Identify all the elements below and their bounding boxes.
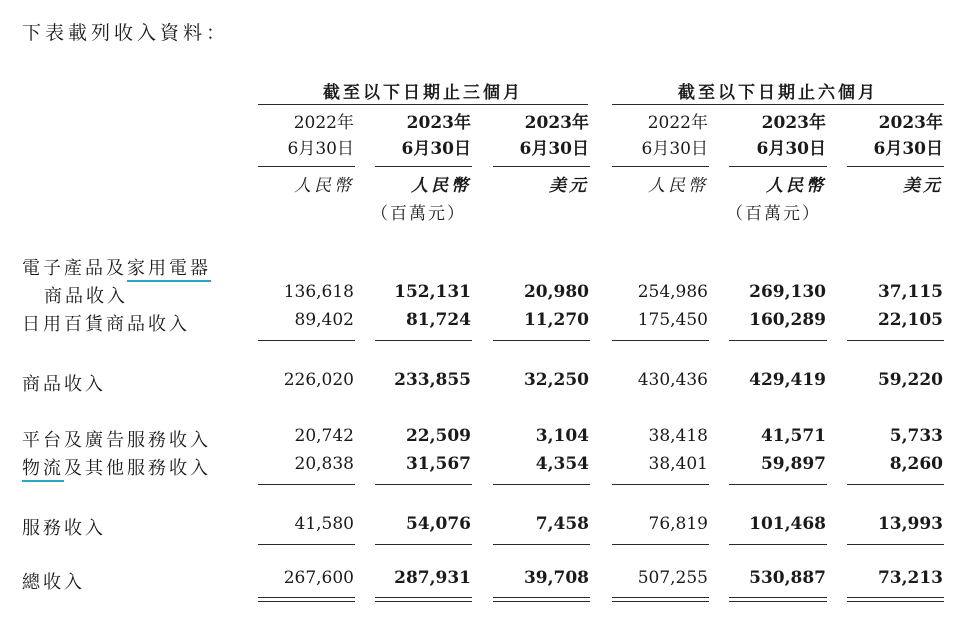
col-header-rule: [375, 166, 472, 167]
cell-logistics: 38,401: [648, 454, 708, 474]
col-header-rule: [847, 166, 944, 167]
cell-general-merch: 175,450: [637, 310, 708, 330]
subtotal-rule: [847, 484, 944, 485]
cell-service-revenue: 101,468: [749, 514, 826, 534]
col-header-rule: [612, 166, 709, 167]
subtotal-rule: [375, 484, 472, 485]
col-header-rule: [493, 166, 590, 167]
col-header-unit: 人民幣: [648, 176, 708, 196]
subtotal-rule: [493, 340, 590, 341]
cell-product-revenue: 233,855: [394, 370, 471, 390]
intro-text: 下表載列收入資料：: [22, 22, 230, 44]
cell-general-merch: 11,270: [523, 310, 589, 330]
cell-electronics: 152,131: [394, 282, 471, 302]
subtotal-rule: [729, 340, 827, 341]
total-double-rule: [729, 597, 827, 602]
cell-logistics: 4,354: [535, 454, 589, 474]
cell-electronics: 37,115: [877, 282, 943, 302]
row-label-electronics: 電子產品及家用電器: [22, 254, 211, 280]
subtotal-rule: [258, 340, 355, 341]
cell-total-revenue: 507,255: [637, 568, 708, 588]
col-header-date: 6月30日: [519, 139, 589, 159]
row-label-electronics-line2: 商品收入: [44, 286, 128, 307]
link-logistics[interactable]: 物流: [22, 458, 64, 482]
cell-logistics: 31,567: [405, 454, 471, 474]
subtotal-rule: [847, 544, 944, 545]
subtotal-rule: [493, 544, 590, 545]
link-home-appliances[interactable]: 家用電器: [127, 258, 211, 282]
cell-product-revenue: 32,250: [523, 370, 589, 390]
col-header-unit: 美元: [549, 176, 589, 196]
cell-service-revenue: 76,819: [648, 514, 708, 534]
cell-platform-ads: 5,733: [889, 426, 943, 446]
cell-total-revenue: 267,600: [283, 568, 354, 588]
cell-electronics: 254,986: [637, 282, 708, 302]
cell-logistics: 20,838: [294, 454, 354, 474]
col-header-date: 6月30日: [756, 139, 826, 159]
total-double-rule: [258, 597, 355, 602]
group-rule-three-months: [258, 104, 588, 105]
cell-service-revenue: 7,458: [535, 514, 589, 534]
subtotal-rule: [612, 484, 709, 485]
row-label-logistics: 物流及其他服務收入: [22, 454, 211, 480]
subtotal-rule: [258, 544, 355, 545]
cell-service-revenue: 13,993: [877, 514, 943, 534]
subtotal-rule: [258, 484, 355, 485]
total-double-rule: [375, 597, 472, 602]
cell-product-revenue: 226,020: [283, 370, 354, 390]
col-header-date: 6月30日: [873, 139, 943, 159]
total-double-rule: [493, 597, 590, 602]
group-header-three-months: 截至以下日期止三個月: [323, 83, 523, 103]
cell-service-revenue: 41,580: [294, 514, 354, 534]
row-label-service-revenue: 服務收入: [22, 518, 106, 539]
total-double-rule: [847, 597, 944, 602]
subtotal-rule: [375, 340, 472, 341]
col-header-year: 2023年: [878, 113, 943, 133]
subtotal-rule: [729, 544, 827, 545]
col-header-year: 2023年: [761, 113, 826, 133]
row-label-general-merch: 日用百貨商品收入: [22, 314, 190, 335]
cell-platform-ads: 20,742: [294, 426, 354, 446]
row-label-platform-ads: 平台及廣告服務收入: [22, 430, 211, 451]
cell-total-revenue: 73,213: [877, 568, 943, 588]
col-header-date: 6月30日: [401, 139, 471, 159]
cell-electronics: 20,980: [523, 282, 589, 302]
col-header-unit: 人民幣: [766, 176, 826, 196]
cell-product-revenue: 430,436: [637, 370, 708, 390]
subtotal-rule: [612, 340, 709, 341]
cell-general-merch: 89,402: [294, 310, 354, 330]
cell-platform-ads: 38,418: [648, 426, 708, 446]
subtotal-rule: [375, 544, 472, 545]
cell-general-merch: 81,724: [405, 310, 471, 330]
cell-logistics: 59,897: [760, 454, 826, 474]
col-header-unit-note: （百萬元）: [371, 204, 466, 224]
row-label-total-revenue: 總收入: [22, 572, 85, 593]
cell-total-revenue: 287,931: [394, 568, 471, 588]
subtotal-rule: [729, 484, 827, 485]
total-double-rule: [612, 597, 709, 602]
col-header-rule: [258, 166, 355, 167]
cell-platform-ads: 22,509: [405, 426, 471, 446]
cell-electronics: 269,130: [749, 282, 826, 302]
group-header-six-months: 截至以下日期止六個月: [678, 83, 878, 103]
col-header-year: 2023年: [406, 113, 471, 133]
col-header-year: 2023年: [524, 113, 589, 133]
subtotal-rule: [847, 340, 944, 341]
cell-general-merch: 22,105: [877, 310, 943, 330]
cell-product-revenue: 429,419: [749, 370, 826, 390]
col-header-date: 6月30日: [287, 139, 354, 159]
col-header-unit: 美元: [903, 176, 943, 196]
col-header-rule: [729, 166, 827, 167]
col-header-year: 2022年: [293, 113, 354, 133]
cell-service-revenue: 54,076: [405, 514, 471, 534]
col-header-unit: 人民幣: [294, 176, 354, 196]
cell-total-revenue: 39,708: [523, 568, 589, 588]
cell-total-revenue: 530,887: [749, 568, 826, 588]
cell-platform-ads: 41,571: [760, 426, 826, 446]
cell-platform-ads: 3,104: [535, 426, 589, 446]
col-header-unit-note: （百萬元）: [726, 204, 821, 224]
cell-electronics: 136,618: [283, 282, 354, 302]
col-header-date: 6月30日: [641, 139, 708, 159]
group-rule-six-months: [612, 104, 944, 105]
row-label-product-revenue: 商品收入: [22, 374, 106, 395]
col-header-year: 2022年: [647, 113, 708, 133]
cell-product-revenue: 59,220: [877, 370, 943, 390]
subtotal-rule: [612, 544, 709, 545]
cell-logistics: 8,260: [889, 454, 943, 474]
col-header-unit: 人民幣: [411, 176, 471, 196]
cell-general-merch: 160,289: [749, 310, 826, 330]
subtotal-rule: [493, 484, 590, 485]
